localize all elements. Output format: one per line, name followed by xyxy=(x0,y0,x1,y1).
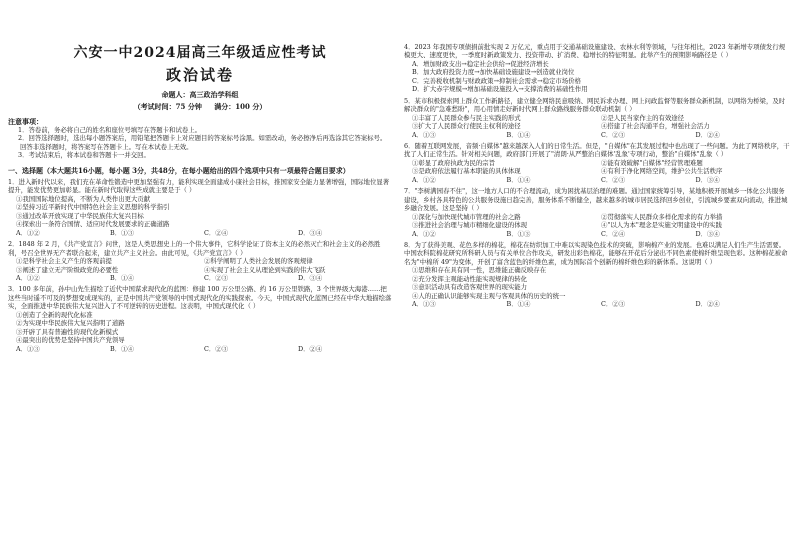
choice-a: A．①③ xyxy=(412,300,436,309)
question-option: ②能有效破解"自媒体"经营管理难题 xyxy=(601,158,703,167)
question-option: ①思维和存在具有同一性，思维能正确反映存在 xyxy=(412,266,547,275)
question-stem: 2．1848 年 2 月，《共产党宣言》问世，这是人类思想史上的一个伟大事件，它科学论证了资本主义的必然灭亡和社会主义的必然胜利，号召全世界无产者联合起来，建立共产主义社会。由此可见，《共产党宣言》（ ） xyxy=(8,240,381,257)
question-stem: 5．某市积极探索网上群众工作新路径，建立健全网络民意吸纳、网民诉求办理、网上问政监督等服务群众新机制，以网络为桥梁，及时解决群众的"急难愁盼"，用心用情走好新时代网上群众路线服务群众联动机制（ ） xyxy=(404,96,786,114)
notice-item: 1．答卷前，务必将自己的姓名和座位号填写在答题卡和试卷上。 xyxy=(18,125,202,134)
question-option: ④探索出一条符合国情、适应时代发展要求的正确道路 xyxy=(16,220,170,229)
choice-d: D．③④ xyxy=(298,228,323,237)
choice-c: C．②③ xyxy=(204,274,229,282)
question-options xyxy=(404,213,790,230)
answer-choices xyxy=(404,300,790,308)
question-option: ①彰显了政府执政为民的宗旨 xyxy=(412,158,496,167)
exam-score: 满分：100 分） xyxy=(214,101,267,111)
question-option: ①深化与加快现代城市管理的社会之路 xyxy=(412,212,521,221)
answer-choices xyxy=(8,274,392,282)
question-option: D．扩大赤字规模→增加基础设施投入→支撑消费的基础性作用 xyxy=(412,85,588,94)
answer-choices xyxy=(8,345,392,353)
question-option: ③通过改革开放实现了中华民族伟大复兴目标 xyxy=(16,211,144,220)
choice-b: B．①④ xyxy=(110,344,134,353)
choice-d: D．③④ xyxy=(695,229,720,238)
question-1 xyxy=(8,178,392,237)
question-options xyxy=(404,114,790,131)
question-7 xyxy=(404,187,790,238)
question-option: ①创造了全新的现代化标准 xyxy=(16,310,93,319)
choice-c: C．②③ xyxy=(601,130,626,139)
choice-b: B．①③ xyxy=(110,228,134,237)
question-stem: 7．"李树满园春不住"，这一地方人口的不合理流动，成为困扰基层治理的难题。通过国家统筹引导，某地积极开展城乡一体化公共服务建设，乡村各具特色的公共服务设施日趋完善，服务体系不断健全，越来越多的城市居民选择回乡创业，引流城乡要素双向流动，推进城乡融合发展。这是坚持（ ） xyxy=(404,187,788,213)
question-option: ③推进社会治理与城市精细化建设的体现 xyxy=(412,221,528,230)
notice-item: 3．考试结束后，将本试卷和答题卡一并交回。 xyxy=(18,151,150,160)
exam-title: 六安一中2024届高三年级适应性考试 xyxy=(73,45,327,61)
choice-b: B．①④ xyxy=(506,300,531,309)
question-option: ③扩大了人民群众行使民主权利的途径 xyxy=(412,122,521,131)
question-option: B．加大政府投资力度→加快基础设施建设→创造就业岗位 xyxy=(412,68,575,77)
question-stem: 1．进入新时代以来，我们充在革命性锻造中更加坚强有力，能利实现全面建成小康社会目标，推国家安全能力显著增强，国际地位显著提升，能发优势更加彰显。能在新时代取得这些成就主要是于（ ） xyxy=(8,178,390,195)
question-option: ①丰富了人民群众参与民主实践的形式 xyxy=(412,113,521,122)
question-options xyxy=(8,257,392,274)
question-8 xyxy=(404,241,790,309)
exam-time: （考试时间：75 分钟 xyxy=(133,101,202,111)
choice-c: C．②③ xyxy=(204,344,229,353)
section-heading: 一、选择题（本大题共16小题，每小题 3分，共48分，在每小题给出的四个选项中只有一项最符合题目要求） xyxy=(8,165,350,175)
notice-item: 2．回答选择题时，选出每小题答案后，用铅笔把答题卡上对应题目的答案标号涂黑。如需改动，务必擦净后再选涂其它答案标号。回答非选择题时，将答案写在答题卡上。写在本试卷上无效。 xyxy=(18,134,387,151)
question-option: ②充分发挥主观能动性能实现规律的转化 xyxy=(412,274,528,283)
question-option: ④"以人为本"理念是实施文明建设中的实践 xyxy=(601,221,722,230)
answer-choices xyxy=(404,131,790,139)
author-line: 命题人：高三政治学科组 xyxy=(161,90,239,100)
question-3 xyxy=(8,285,392,353)
question-option: ③开辟了具有普遍性的现代化新模式 xyxy=(16,327,119,336)
question-option: ④人的正确认识能够实现主观与客观具体的历史的统一 xyxy=(412,291,566,300)
question-2 xyxy=(8,240,392,282)
question-option: ③是政府依法履行基本职能的具体体现 xyxy=(412,167,521,176)
subject-title: 政治试卷 xyxy=(165,66,234,85)
question-4 xyxy=(404,43,790,94)
question-option: ①我国国际地位提高，不断为人类作出更大贡献 xyxy=(16,194,151,203)
question-option: ①是科学社会主义产生的客观前提 xyxy=(16,257,112,266)
question-stem: 6．随着互联网发展，音频·自媒体"越来越深入人们的日常生活。但是，"自媒体"在其发展过程中也出现了一些问题。为此了网络秩序，干扰了人们正常生活。针对相关问题，政府部门开展了"清朗·从严整治自媒体'乱象'专项行动，整治"自媒体"乱象（ ） xyxy=(404,141,790,159)
question-option: ④有利于净化网络空间，维护公共生活秩序 xyxy=(601,167,723,176)
choice-a: A．①② xyxy=(412,229,436,238)
choice-b: B．①④ xyxy=(110,274,134,282)
choice-a: A．①② xyxy=(16,228,40,237)
choice-c: C．②③ xyxy=(601,300,626,309)
choice-a: A．①② xyxy=(16,274,40,282)
question-5 xyxy=(404,97,790,139)
choice-c: C．②③ xyxy=(601,175,626,184)
question-option: A．增加财政支出→稳定社会供给→促进经济增长 xyxy=(412,59,549,68)
choice-b: B．①④ xyxy=(506,130,531,139)
choice-d: D．②④ xyxy=(695,300,720,309)
choice-a: A．①③ xyxy=(412,130,436,139)
question-stem: 8．为了获得美观、花色多样的棉花，棉花在纺织加工中难以实现染色技术的突破，影响棉产业的发展。也难以满足人们生产生活需要。中国农科院棉花研究所科研人员与有关单位合作攻关，研发出彩色棉花，能够在开花后分泌出不同色素使棉纤维呈现色彩。这种棉花被命名为"中棉所 49"为变体，开创了富含蓝色的纤维色素，成为国际首个创新的棉纤维色彩的新体系。这说明（ ） xyxy=(404,240,788,266)
right-column xyxy=(404,40,790,309)
question-6 xyxy=(404,142,790,184)
exam-meta xyxy=(8,102,392,111)
question-option: ②为实现中华民族伟大复兴指明了道路 xyxy=(16,319,125,328)
question-option: ②贯彻落实人民群众多样化需求的有力举措 xyxy=(601,212,723,221)
choice-d: D．③④ xyxy=(298,274,323,282)
question-option: ③意识活动具有改造客观世界的现实能力 xyxy=(412,283,528,292)
choice-d: D．②④ xyxy=(695,130,720,139)
question-option: ②坚持习近平新时代中国特色社会主义思想的科学指引 xyxy=(16,203,170,212)
choice-d: D．③④ xyxy=(695,175,720,184)
choice-b: B．①③ xyxy=(506,229,531,238)
answer-choices xyxy=(404,230,790,238)
answer-choices xyxy=(404,176,790,184)
question-options xyxy=(404,159,790,176)
question-stem: 3．100 多年前，孙中山先生描绘了近代中国谋求现代化的蓝图：修建 100 万公里公路、约 16 万公里铁路，3 个世界级大海港……把这些当时遥不可及的梦想变成现实的，正是中国共产党领导的中国式现代化的实践探索。今天，中国式现代化蓝图已经在中华大地描绘落实，全面推进中华民族伟大复兴进入了不可逆转的历史进程。这表明，中国式现代化（ ） xyxy=(8,285,392,311)
choice-a: A．①② xyxy=(412,175,436,184)
question-option: ④最突出的优势是坚持中国共产党领导 xyxy=(16,336,125,345)
choice-a: A．①③ xyxy=(16,344,40,353)
choice-c: C．②④ xyxy=(601,229,626,238)
question-option: ④实现了社会主义从理论到实践的伟大飞跃 xyxy=(204,265,326,274)
question-option: ②科学阐明了人类社会发展的客观规律 xyxy=(204,257,313,266)
left-column xyxy=(8,0,392,353)
question-stem: 4．2023 年我国专项债捐前批实现 2 万亿元，重点用于交通基础设施建设、农林水利等领域，与往年相比，2023 年新增专项债发行规模更大、速度更快，一季度时新政策发力、投资带动、扩消费、稳增长的特征明显。此举产生的预期影响路径是（ ） xyxy=(404,43,786,60)
question-option: ②是人民当家作主的有效途径 xyxy=(601,113,685,122)
choice-d: D．②④ xyxy=(298,344,323,353)
question-option: C．完善税收机制与财政政策→抑制社会需求→稳定市场价格 xyxy=(412,76,581,85)
question-option: ③阐述了建立无产阶级政党的必要性 xyxy=(16,265,119,274)
notice-heading: 注意事项： xyxy=(8,116,43,126)
question-option: ④搭建了社会沟通平台，增强社会活力 xyxy=(601,122,710,131)
choice-c: C．②④ xyxy=(204,228,229,237)
answer-choices xyxy=(8,229,392,237)
choice-b: B．①④ xyxy=(506,175,531,184)
